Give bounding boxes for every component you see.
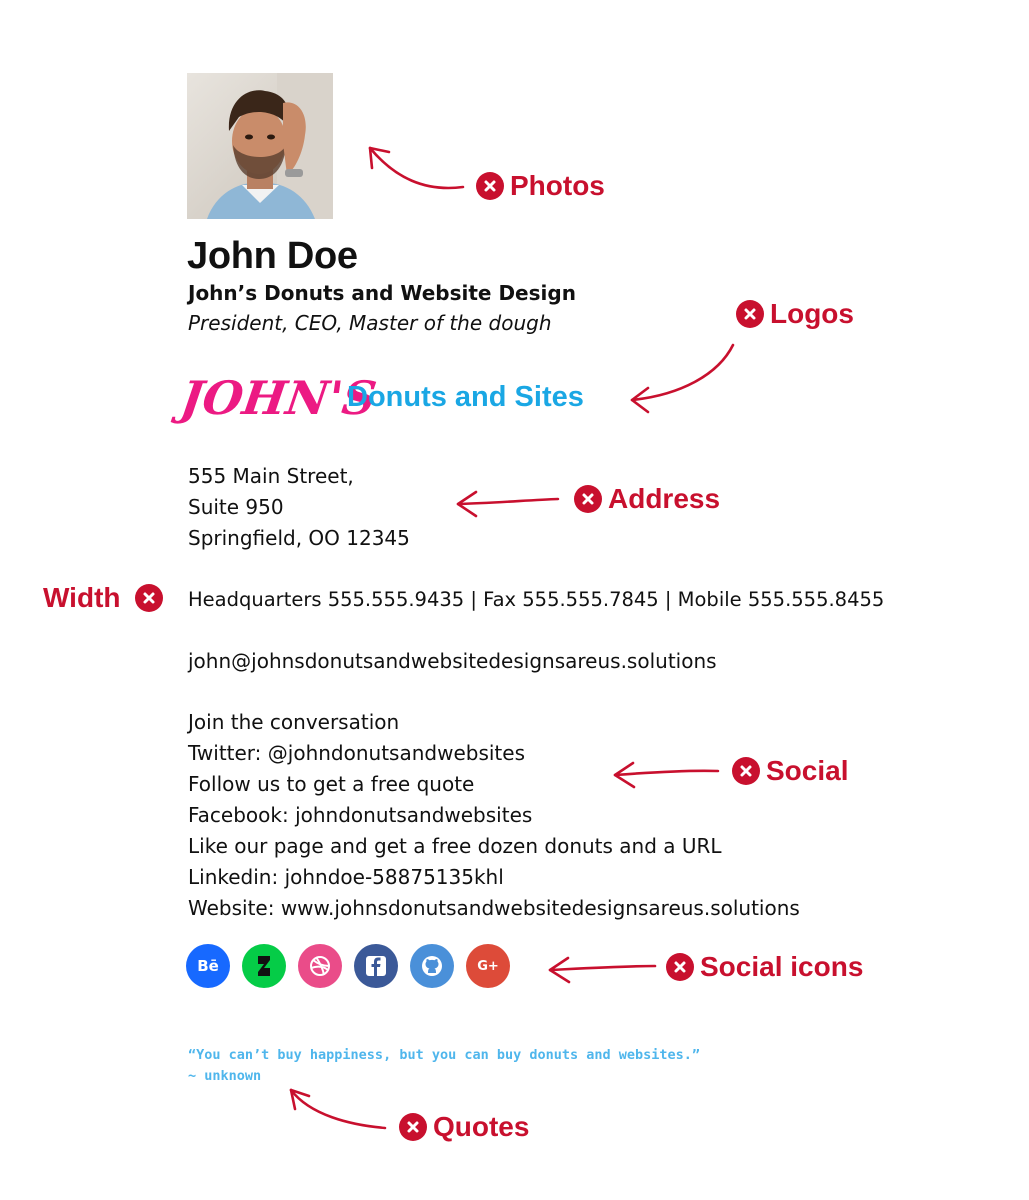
person-name: John Doe: [187, 235, 358, 277]
close-circle-icon: [476, 172, 504, 200]
google-plus-icon[interactable]: G+: [466, 944, 510, 988]
company-logo-script: [177, 364, 380, 426]
annotation-social: [732, 755, 848, 787]
facebook-cta: Like our page and get a free dozen donuts and a URL: [188, 834, 722, 858]
annotation-social-icons: [666, 951, 863, 983]
address-line: Suite 950: [188, 495, 284, 519]
annotation-photos: [476, 170, 605, 202]
annotation-label: Logos: [770, 298, 854, 329]
annotation-label: Social: [766, 755, 849, 786]
social-section: [188, 707, 800, 924]
photos-arrow: [370, 148, 463, 188]
annotation-label: Address: [608, 483, 721, 514]
company-name: John’s Donuts and Website Design: [188, 281, 576, 305]
close-circle-icon: [736, 300, 764, 328]
twitter-link[interactable]: Twitter: @johndonutsandwebsites: [188, 741, 525, 765]
social-icons: [186, 944, 510, 988]
annotation-address: [574, 483, 720, 515]
address-line: Springfield, OO 12345: [188, 526, 410, 550]
social-heading: Join the conversation: [188, 710, 400, 734]
annotation-label: Photos: [510, 170, 605, 201]
annotation-quotes: [399, 1111, 529, 1143]
linkedin-link[interactable]: Linkedin: johndoe-58875135khl: [188, 865, 504, 889]
job-title: President, CEO, Master of the dough: [188, 311, 552, 335]
annotation-label: Quotes: [433, 1111, 530, 1142]
deviantart-icon[interactable]: [242, 944, 286, 988]
quote-text: “You can’t buy happiness, but you can buy donuts and websites.”: [188, 1047, 701, 1063]
profile-photo: [187, 73, 333, 219]
website-link[interactable]: Website: www.johnsdonutsandwebsitedesignsareus.solutions: [188, 896, 800, 920]
annotation-width: [43, 582, 163, 614]
facebook-icon[interactable]: [354, 944, 398, 988]
facebook-link[interactable]: Facebook: johndonutsandwebsites: [188, 803, 533, 827]
github-icon[interactable]: [410, 944, 454, 988]
close-circle-icon: [666, 953, 694, 981]
dribbble-icon[interactable]: [298, 944, 342, 988]
close-circle-icon: [574, 485, 602, 513]
phone-numbers: Headquarters 555.555.9435 | Fax 555.555.7845 | Mobile 555.555.8455: [188, 588, 885, 611]
close-circle-icon: [399, 1113, 427, 1141]
close-circle-icon: [135, 584, 163, 612]
annotation-logos: [736, 298, 854, 330]
annotation-label: Width: [43, 582, 121, 613]
social-icons-arrow: [550, 966, 655, 970]
signature-quote: [188, 1045, 700, 1087]
logos-arrow: [632, 345, 733, 400]
behance-icon[interactable]: Bē: [186, 944, 230, 988]
address-line: 555 Main Street,: [188, 464, 354, 488]
address: [188, 461, 410, 554]
close-circle-icon: [732, 757, 760, 785]
twitter-cta: Follow us to get a free quote: [188, 772, 475, 796]
logo-script-text: JOHN'S: [177, 371, 380, 425]
annotation-label: Social icons: [700, 951, 864, 982]
address-arrow: [458, 499, 558, 504]
company-logo-text: Donuts and Sites: [347, 381, 584, 413]
quote-author: ~ unknown: [188, 1068, 262, 1084]
email-link[interactable]: john@johnsdonutsandwebsitedesignsareus.solutions: [188, 649, 717, 673]
